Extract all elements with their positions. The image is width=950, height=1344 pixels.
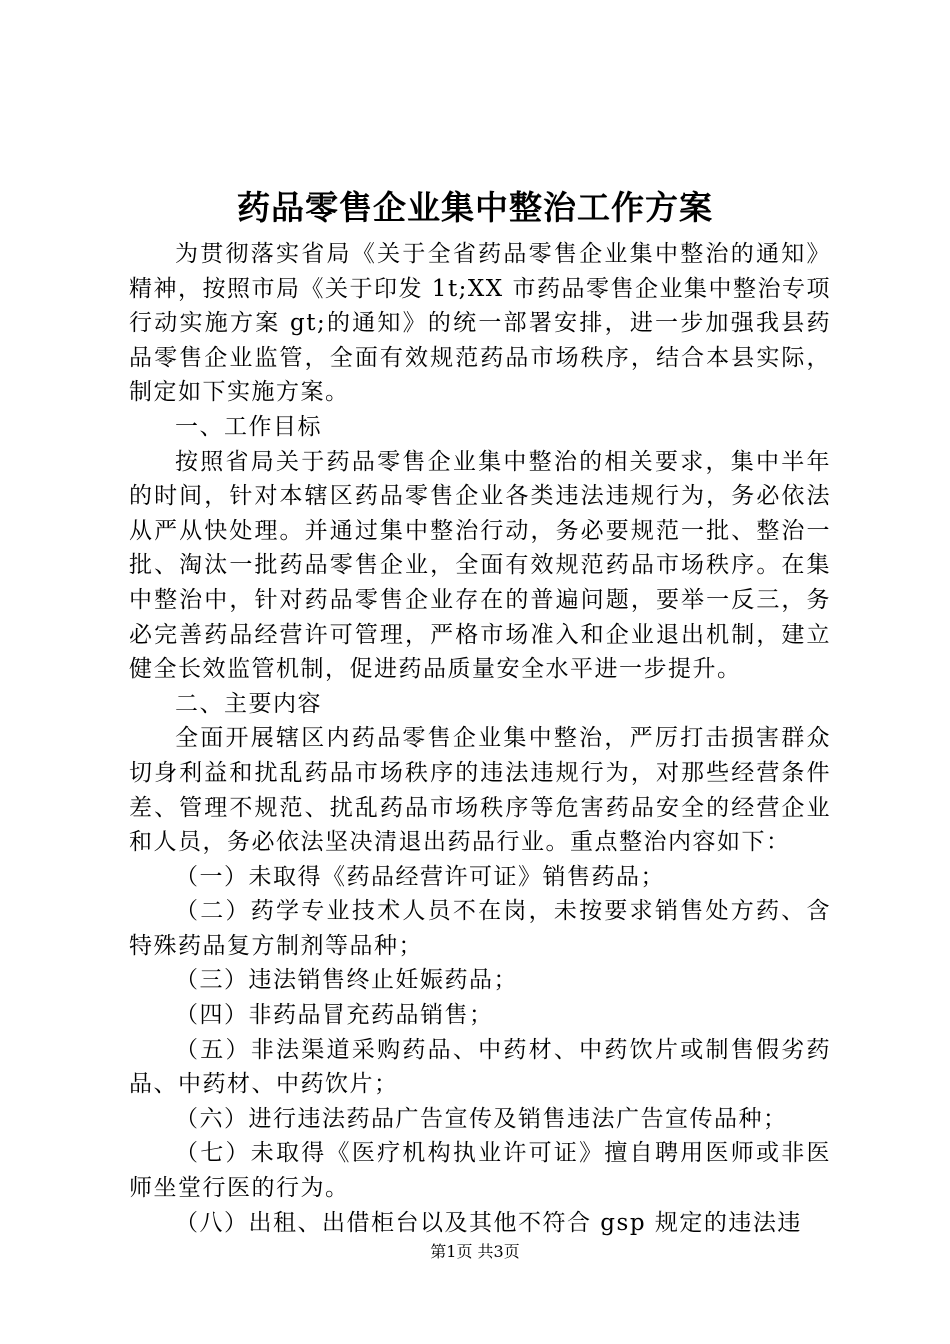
intro-paragraph: 为贯彻落实省局《关于全省药品零售企业集中整治的通知》精神，按照市局《关于印发 1t;XX 市药品零售企业集中整治专项行动实施方案 gt;的通知》的统一部署安排，进一步加强我县药品零售企业监管，全面有效规范药品市场秩序，结合本县实际，制定如下实施方案。 <box>129 241 831 406</box>
main-content-paragraph: 全面开展辖区内药品零售企业集中整治，严厉打击损害群众切身利益和扰乱药品市场秩序的违法违规行为，对那些经营条件差、管理不规范、扰乱药品市场秩序等危害药品安全的经营企业和人员，务必依法坚决清退出药品行业。重点整治内容如下： <box>129 725 831 856</box>
work-goal-paragraph: 按照省局关于药品零售企业集中整治的相关要求，集中半年的时间，针对本辖区药品零售企业各类违法违规行为，务必依法从严从快处理。并通过集中整治行动，务必要规范一批、整治一批、淘汰一批药品零售企业，全面有效规范药品市场秩序。在集中整治中，针对药品零售企业存在的普遍问题，要举一反三，务必完善药品经营许可管理，严格市场准入和企业退出机制，建立健全长效监管机制，促进药品质量安全水平进一步提升。 <box>129 448 831 683</box>
document-title: 药品零售企业集中整治工作方案 <box>237 188 713 227</box>
list-item-4: （四）非药品冒充药品销售； <box>175 1002 494 1029</box>
list-item-3: （三）违法销售终止妊娠药品； <box>175 967 518 994</box>
list-item-2: （二）药学专业技术人员不在岗，未按要求销售处方药、含特殊药品复方制剂等品种； <box>129 898 831 959</box>
list-item-1: （一）未取得《药品经营许可证》销售药品； <box>175 863 665 890</box>
section-heading-main-content: 二、主要内容 <box>175 690 322 717</box>
page-footer: 第1页 共3页 <box>430 1242 520 1261</box>
list-item-5: （五）非法渠道采购药品、中药材、中药饮片或制售假劣药品、中药材、中药饮片； <box>129 1036 831 1098</box>
section-heading-work-goal: 一、工作目标 <box>175 413 322 440</box>
list-item-8: （八）出租、出借柜台以及其他不符合 gsp 规定的违法违 <box>175 1209 802 1236</box>
list-item-6: （六）进行违法药品广告宣传及销售违法广告宣传品种； <box>175 1105 788 1132</box>
list-item-7: （七）未取得《医疗机构执业许可证》擅自聘用医师或非医师坐堂行医的行为。 <box>129 1140 831 1202</box>
document-body <box>129 237 831 1240</box>
